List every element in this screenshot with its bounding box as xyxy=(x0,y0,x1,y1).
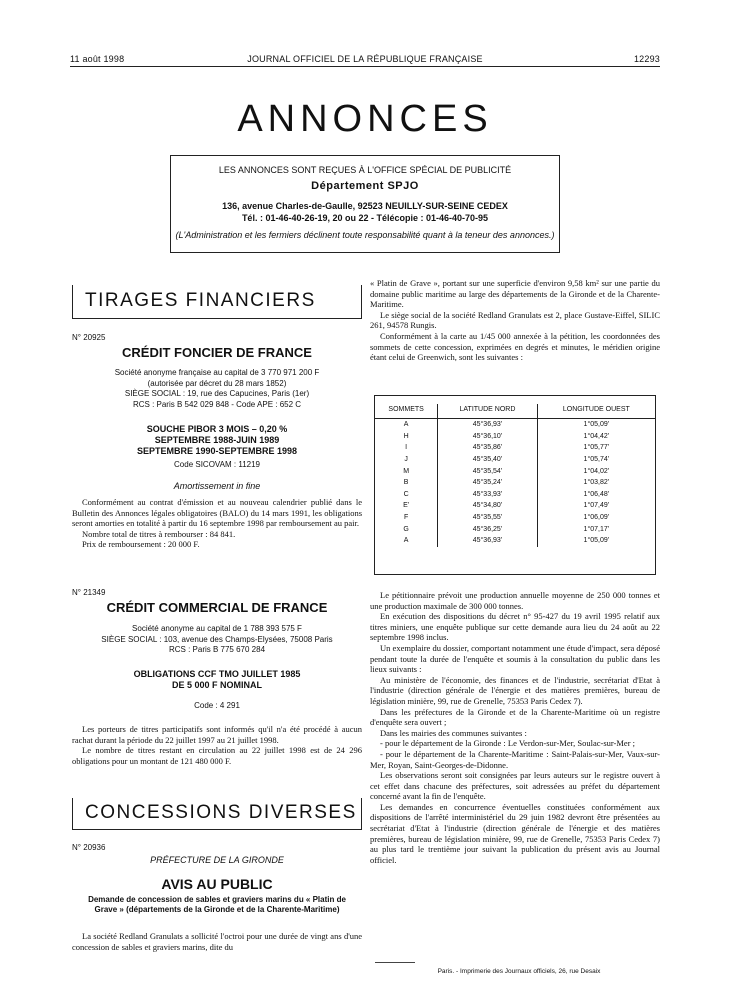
latitude-cell: 45°36,25' xyxy=(438,523,537,535)
company-capital: Société anonyme au capital de 1 788 393 575 F xyxy=(132,624,302,633)
vertex-cell: J xyxy=(404,456,408,464)
longitude-cell: 1°06,48' xyxy=(537,489,655,501)
longitude-cell: 1°04,02' xyxy=(537,465,655,477)
longitude-cell: 1°03,82' xyxy=(537,477,655,489)
issue-title xyxy=(72,424,362,457)
company-authorization: (autorisée par décret du 28 mars 1852) xyxy=(147,378,287,388)
table-row xyxy=(375,454,655,466)
company-name: CRÉDIT FONCIER DE FRANCE xyxy=(122,345,312,360)
paragraph: En exécution des dispositions du décret n° 95-427 du 19 avril 1995 relatif aux titres miniers, une enquête publique sur cette demande aura lieu du 24 août au 22 septembre 1998 inclus. xyxy=(370,611,660,643)
vertex-cell: G xyxy=(403,525,409,533)
column-header: SOMMETS xyxy=(388,406,424,413)
paragraph: Prix de remboursement : 20 000 F. xyxy=(82,539,200,550)
header-rule xyxy=(70,66,660,67)
longitude-cell: 1°07,17' xyxy=(537,523,655,535)
latitude-cell: 45°35,40' xyxy=(438,454,537,466)
section-heading: CONCESSIONS DIVERSES xyxy=(85,802,357,823)
paragraph: Conformément au contrat d'émission et au nouveau calendrier publié dans le Bulletin des Annonces légales obligatoires (BALO) du 14 mars 1991, les obligations seront amorties en totalité à partir du 16 septembre 1998 par remboursement au pair. xyxy=(72,497,362,529)
paragraph: Un exemplaire du dossier, comportant notamment une étude d'impact, sera déposé pendant toute la durée de l'enquête et soumis à la consultation du public dans les lieux suivants : xyxy=(370,642,660,675)
latitude-cell: 45°35,24' xyxy=(438,477,537,489)
info-line: LES ANNONCES SONT REÇUES À L'OFFICE SPÉCIAL DE PUBLICITÉ xyxy=(218,165,512,175)
column-header: LONGITUDE OUEST xyxy=(537,404,655,419)
list-item: - pour le département de la Charente-Maritime : Saint-Palais-sur-Mer, Vaux-sur-Mer, Royan, Saint-Georges-de-Didonne. xyxy=(370,748,660,770)
announcement-number: N° 20936 xyxy=(72,843,106,852)
company-rcs: RCS : Paris B 775 670 284 xyxy=(168,645,266,654)
longitude-cell: 1°05,09' xyxy=(537,535,655,547)
paragraph: Dans les mairies des communes suivantes : xyxy=(380,727,527,738)
latitude-cell: 45°34,80' xyxy=(438,500,537,512)
announcement-body xyxy=(72,724,362,766)
notice-title: AVIS AU PUBLIC xyxy=(161,876,273,892)
issue-line: SEPTEMBRE 1988-JUIN 1989 xyxy=(154,435,280,445)
latitude-cell: 45°35,86' xyxy=(438,442,537,454)
table-row xyxy=(375,442,655,454)
company-capital: Société anonyme française au capital de 3 770 971 200 F xyxy=(114,368,320,377)
phone: Tél. : 01-46-40-26-19, 20 ou 22 - Télécopie : 01-46-40-70-95 xyxy=(241,213,489,223)
paragraph: Le pétitionnaire prévoit une production annuelle moyenne de 250 000 tonnes et une production maximale de 300 000 tonnes. xyxy=(370,590,660,611)
issue-date: 11 août 1998 xyxy=(70,54,125,64)
company-seat: SIÈGE SOCIAL : 103, avenue des Champs-Elysées, 75008 Paris xyxy=(101,634,333,644)
paragraph: Nombre total de titres à rembourser : 84 841. xyxy=(82,528,236,539)
vertex-cell: M xyxy=(403,467,410,475)
longitude-cell: 1°06,09' xyxy=(537,512,655,524)
list-item: - pour le département de la Gironde : Le Verdon-sur-Mer, Soulac-sur-Mer ; xyxy=(380,738,636,749)
company-details xyxy=(72,624,362,656)
vertex-cell: F xyxy=(403,514,409,522)
page-title: ANNONCES xyxy=(237,98,493,140)
issue-line: SOUCHE PIBOR 3 MOIS – 0,20 % xyxy=(146,424,288,434)
disclaimer: (L'Administration et les fermiers déclinent toute responsabilité quant à la teneur des annonces.) xyxy=(175,230,555,240)
paragraph: Dans les préfectures de la Gironde et de la Charente-Maritime où un registre d'enquête sera ouvert ; xyxy=(370,706,660,728)
paragraph: Conformément à la carte au 1/45 000 annexée à la pétition, les coordonnées des sommets de cette concession, exprimées en degrés et minutes, le méridien origine étant celui de Greenwich, sont les suivantes : xyxy=(370,330,660,363)
issue-code: Code : 4 291 xyxy=(194,701,240,710)
latitude-cell: 45°33,93' xyxy=(438,489,537,501)
table-row xyxy=(375,523,655,535)
issue-line: OBLIGATIONS CCF TMO JUILLET 1985 xyxy=(133,669,301,679)
latitude-cell: 45°36,93' xyxy=(438,535,537,547)
paragraph: Au ministère de l'économie, des finances et de l'industrie, secrétariat d'Etat à l'industrie (direction générale de l'énergie et des matières premières, bureau de législation minière, 99, rue de Grenelle, 75353 Paris Cedex 7). xyxy=(370,674,660,706)
vertex-cell: A xyxy=(403,537,409,545)
footer-rule xyxy=(375,962,415,963)
table-row xyxy=(375,419,655,431)
prefecture: PRÉFECTURE DE LA GIRONDE xyxy=(150,855,284,865)
coordinates-table xyxy=(374,395,656,575)
table-row xyxy=(375,535,655,547)
vertex-cell: A xyxy=(403,421,409,429)
vertex-cell: H xyxy=(403,432,409,440)
longitude-cell: 1°05,74' xyxy=(537,454,655,466)
amortization-heading: Amortissement in fine xyxy=(173,481,261,491)
vertex-cell: E' xyxy=(403,502,410,510)
latitude-cell: 45°36,10' xyxy=(438,431,537,443)
announcement-number: N° 21349 xyxy=(72,588,106,597)
announcement-body xyxy=(370,278,660,363)
paragraph: Le siège social de la société Redland Granulats est 2, place Gustave-Eiffel, SILIC 261, 94578 Rungis. xyxy=(370,309,660,331)
issue-title xyxy=(72,669,362,691)
announcement-body xyxy=(370,590,660,865)
notice-subtitle: Demande de concession de sables et graviers marins du « Platin de Grave » (départements de la Gironde et de la Charente-Maritime) xyxy=(88,895,346,914)
longitude-cell: 1°05,77' xyxy=(537,442,655,454)
longitude-cell: 1°07,49' xyxy=(537,500,655,512)
vertex-cell: I xyxy=(405,444,408,452)
section-concessions-diverses xyxy=(72,798,362,830)
table-row xyxy=(375,431,655,443)
table-row xyxy=(375,489,655,501)
paragraph: La société Redland Granulats a sollicité l'octroi pour une durée de vingt ans d'une concession de sables et graviers marins, dite du xyxy=(72,931,362,952)
column-header: LATITUDE NORD xyxy=(438,404,537,419)
issue-line: SEPTEMBRE 1990-SEPTEMBRE 1998 xyxy=(136,446,298,456)
table-row xyxy=(375,500,655,512)
sicovam-code: Code SICOVAM : 11219 xyxy=(174,460,260,469)
paragraph: « Platin de Grave », portant sur une superficie d'environ 9,58 km² sur une partie du domaine public maritime au large des départements de la Gironde et de la Charente-Maritime. xyxy=(370,278,660,310)
info-box xyxy=(170,155,560,253)
announcement-body xyxy=(72,497,362,550)
table-row xyxy=(375,477,655,489)
address: 136, avenue Charles-de-Gaulle, 92523 NEUILLY-SUR-SEINE CEDEX xyxy=(222,201,508,211)
section-heading: TIRAGES FINANCIERS xyxy=(85,290,316,311)
vertex-cell: B xyxy=(403,479,409,487)
longitude-cell: 1°05,09' xyxy=(537,419,655,431)
section-tirages-financiers xyxy=(72,285,362,319)
department: Département SPJO xyxy=(311,180,419,192)
latitude-cell: 45°35,55' xyxy=(438,512,537,524)
latitude-cell: 45°35,54' xyxy=(438,465,537,477)
printer-footer: Paris. - Imprimerie des Journaux officiels, 26, rue Desaix xyxy=(437,968,601,975)
company-seat: SIÈGE SOCIAL : 19, rue des Capucines, Paris (1er) xyxy=(124,389,310,398)
table-header-row xyxy=(375,404,655,419)
company-name: CRÉDIT COMMERCIAL DE FRANCE xyxy=(106,600,328,615)
company-rcs: RCS : Paris B 542 029 848 - Code APE : 652 C xyxy=(132,399,302,409)
table-row xyxy=(375,465,655,477)
paragraph: Les porteurs de titres participatifs sont informés qu'il n'a été procédé à aucun rachat durant la période du 22 juillet 1997 au 21 juillet 1998. xyxy=(72,724,362,745)
announcement-body xyxy=(72,931,362,952)
company-details xyxy=(72,368,362,410)
announcement-number: N° 20925 xyxy=(72,333,106,342)
issue-line: DE 5 000 F NOMINAL xyxy=(171,680,263,690)
paragraph: Les demandes en concurrence éventuelles constituées conformément aux dispositions de l'arrêté interministériel du 29 juin 1982 devront être présentées au secrétariat d'Etat à l'industrie (direction générale de l'énergie et des matières premières, bureau de législation minière, 99, rue de Grenelle, 75353 Paris Cedex 7) au plus tard le trentième jour suivant la publication du présent avis au Journal officiel. xyxy=(370,801,660,865)
paragraph: Le nombre de titres restant en circulation au 22 juillet 1998 est de 24 296 obligations pour un montant de 121 480 000 F. xyxy=(72,745,362,766)
page-number: 12293 xyxy=(633,54,660,64)
latitude-cell: 45°36,93' xyxy=(438,419,537,431)
vertex-cell: C xyxy=(403,490,409,498)
longitude-cell: 1°04,42' xyxy=(537,431,655,443)
journal-title: JOURNAL OFFICIEL DE LA RÉPUBLIQUE FRANÇAISE xyxy=(247,54,483,64)
paragraph: Les observations seront soit consignées par leurs auteurs sur le registre ouvert à cet effet dans chacune des préfectures, soit adressées au préfet du département concerné avant la fin de l'enquête. xyxy=(370,770,660,802)
table-row xyxy=(375,512,655,524)
